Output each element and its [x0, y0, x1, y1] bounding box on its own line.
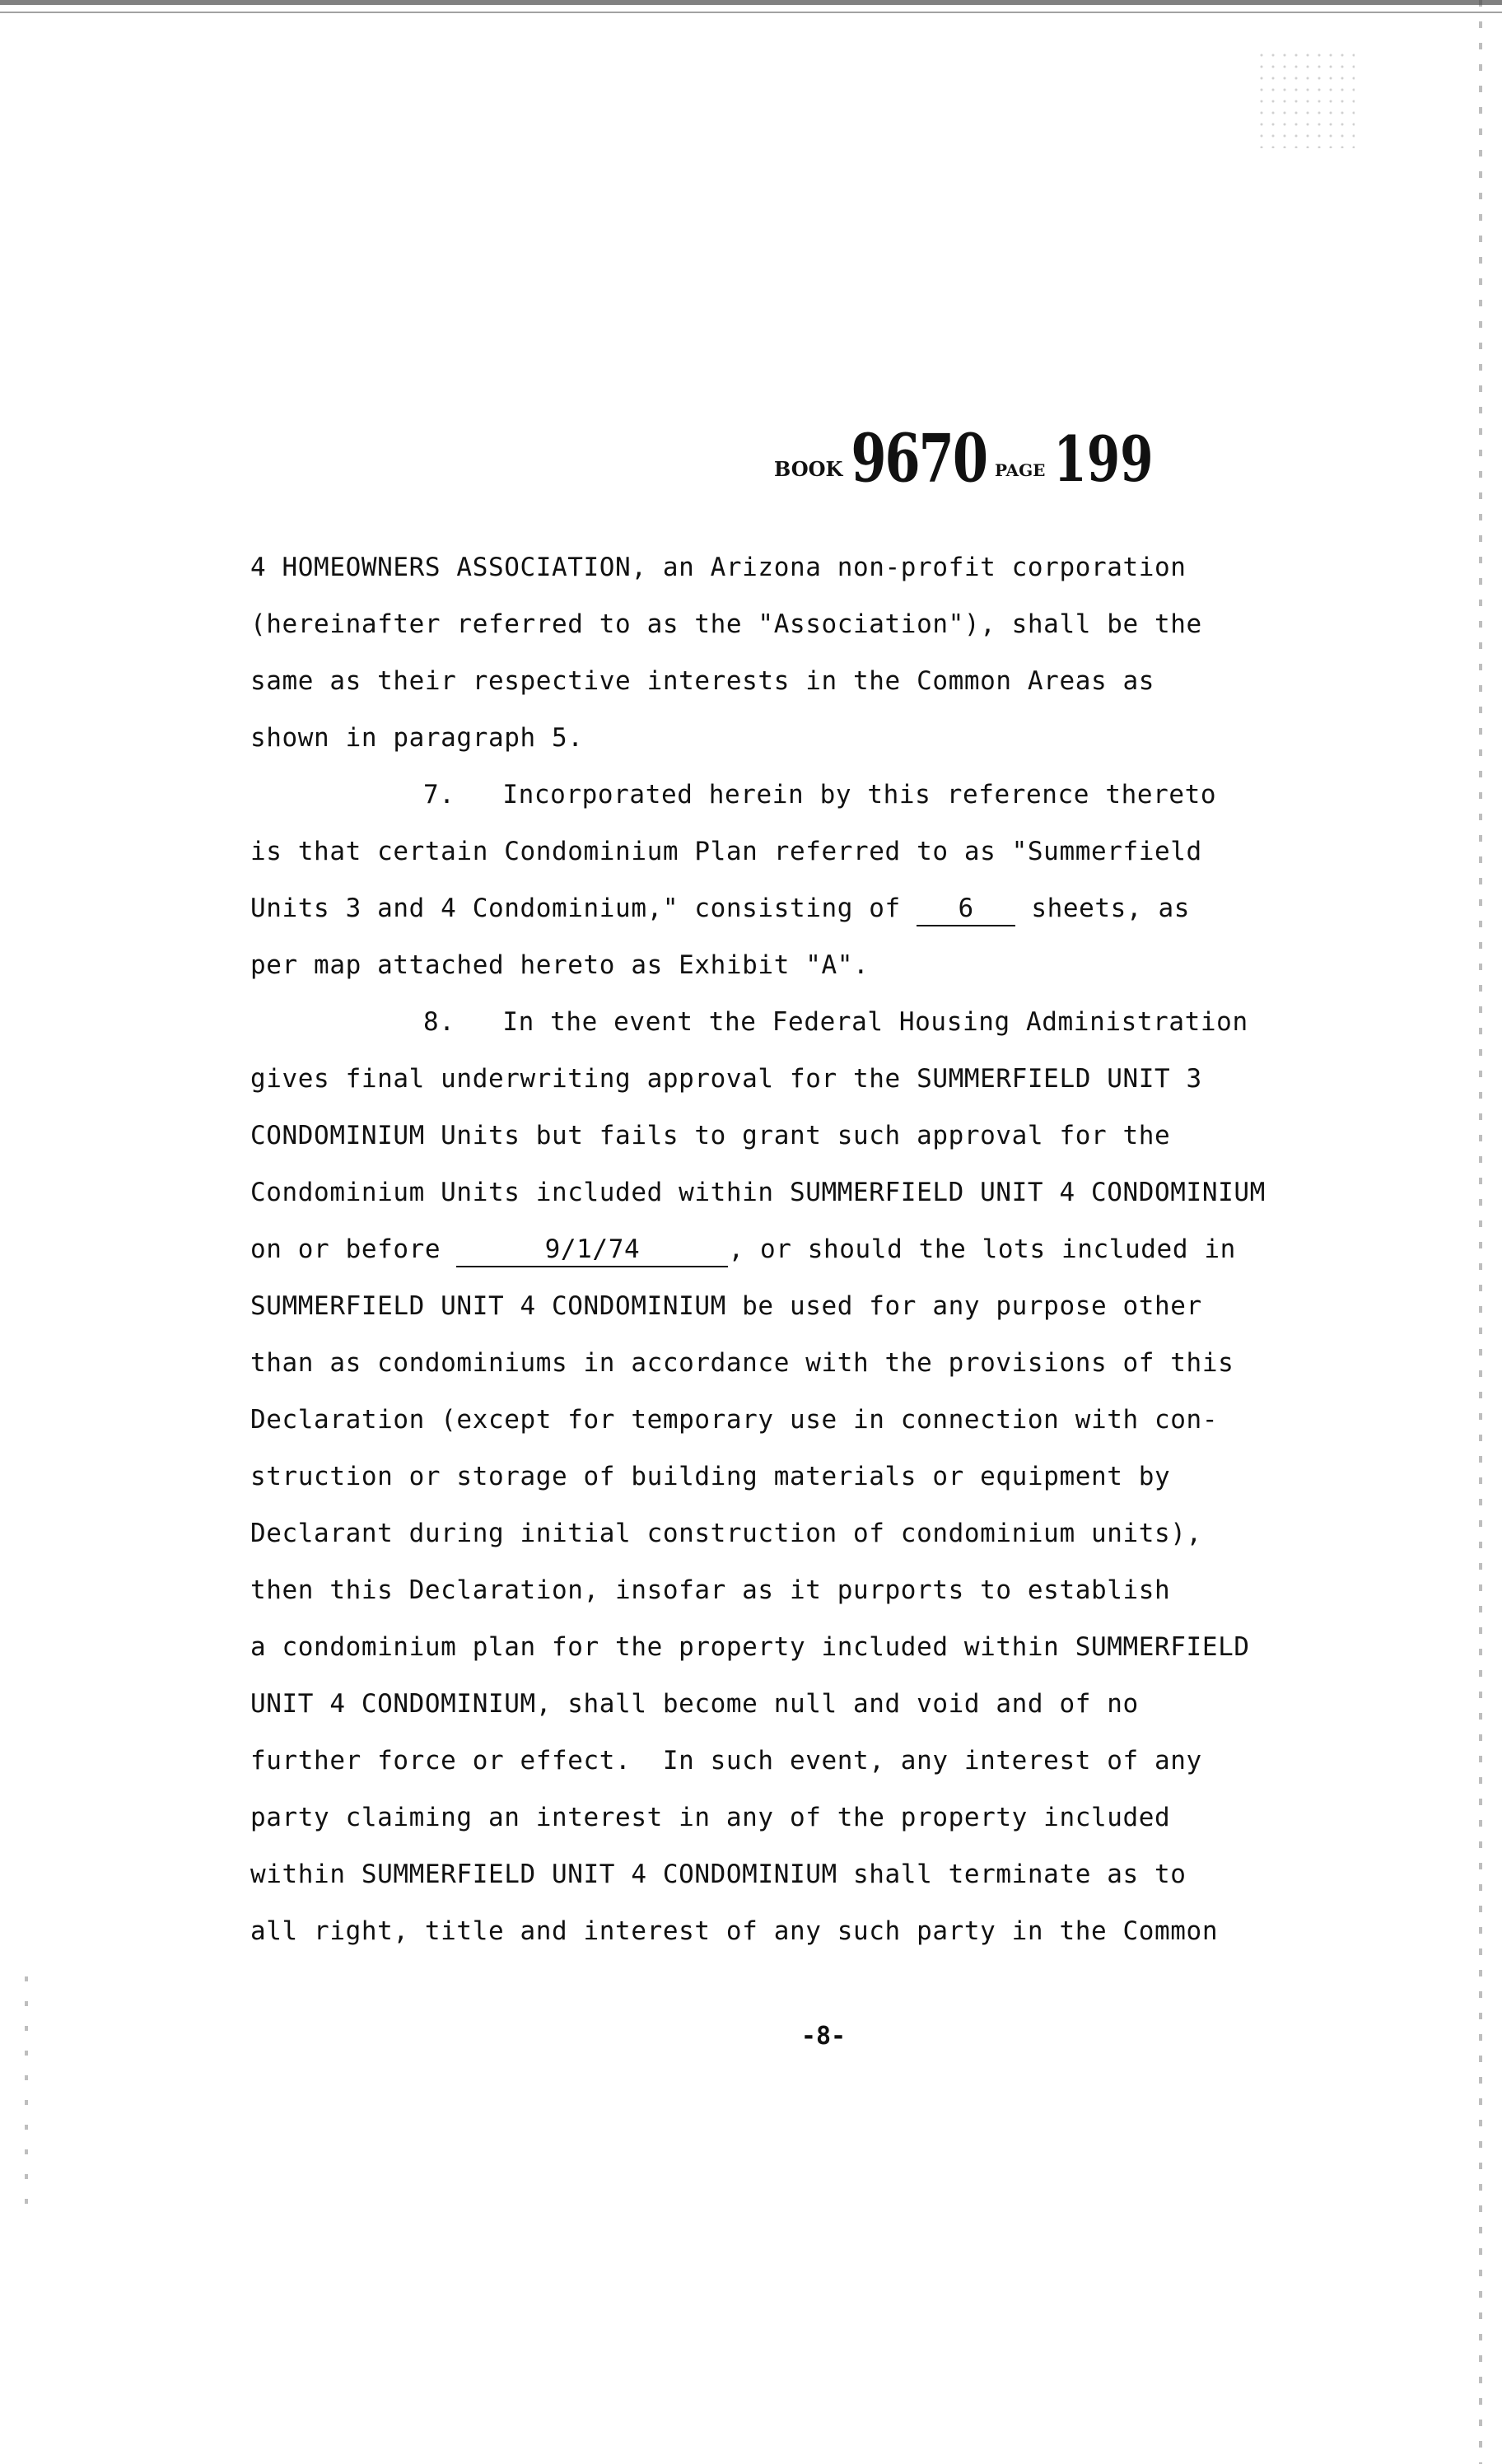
record-page-number: 199 [1053, 422, 1154, 497]
text-line: per map attached hereto as Exhibit "A". [250, 950, 870, 980]
text-line: a condominium plan for the property included within SUMMERFIELD [250, 1632, 1250, 1662]
text-line: then this Declaration, insofar as it purports to establish [250, 1575, 1171, 1605]
recording-stamp [774, 419, 1154, 497]
ink-specks [1256, 49, 1355, 148]
text-line: Condominium Units included within SUMMERFIELD UNIT 4 CONDOMINIUM [250, 1178, 1266, 1207]
book-label: BOOK [774, 457, 843, 481]
text-line: 4 HOMEOWNERS ASSOCIATION, an Arizona non-profit corporation [250, 553, 1187, 582]
text-line: is that certain Condominium Plan referred to as "Summerfield [250, 837, 1202, 866]
text-line: further force or effect. In such event, any interest of any [250, 1746, 1202, 1776]
paragraph-8-heading: 8. In the event the Federal Housing Administration [423, 1007, 1248, 1037]
text-line: party claiming an interest in any of the property included [250, 1803, 1171, 1832]
text-line: than as condominiums in accordance with the provisions of this [250, 1348, 1234, 1378]
scan-edge-left [25, 1976, 28, 2224]
page-number: -8- [800, 2022, 847, 2051]
text-line: SUMMERFIELD UNIT 4 CONDOMINIUM be used for any purpose other [250, 1291, 1202, 1321]
text-line: Units 3 and 4 Condominium," consisting of 6 sheets, as [250, 880, 1354, 937]
scan-edge-top [0, 0, 1502, 36]
text-line: struction or storage of building materials or equipment by [250, 1462, 1171, 1491]
paragraph-7-heading: 7. Incorporated herein by this reference thereto [423, 780, 1217, 810]
text-line: same as their respective interests in the Common Areas as [250, 666, 1155, 696]
text-line: (hereinafter referred to as the "Association"), shall be the [250, 609, 1202, 639]
text-line: UNIT 4 CONDOMINIUM, shall become null and void and of no [250, 1689, 1139, 1719]
text-line: Declarant during initial construction of condominium units), [250, 1519, 1202, 1548]
date-blank: 9/1/74 [456, 1233, 728, 1267]
scan-edge-right [1479, 0, 1482, 2464]
text-line: within SUMMERFIELD UNIT 4 CONDOMINIUM shall terminate as to [250, 1860, 1187, 1889]
book-number: 9670 [851, 419, 987, 497]
sheets-count-blank: 6 [917, 892, 1015, 926]
text-line: gives final underwriting approval for the SUMMERFIELD UNIT 3 [250, 1064, 1202, 1094]
text-line: Declaration (except for temporary use in connection with con- [250, 1405, 1219, 1435]
text-line: shown in paragraph 5. [250, 723, 584, 753]
text-line: on or before 9/1/74 , or should the lots included in [250, 1221, 1354, 1278]
text-line: all right, title and interest of any such party in the Common [250, 1916, 1219, 1946]
document-body [250, 539, 1354, 1960]
page-label: PAGE [994, 460, 1046, 480]
text-line: CONDOMINIUM Units but fails to grant such approval for the [250, 1121, 1171, 1150]
